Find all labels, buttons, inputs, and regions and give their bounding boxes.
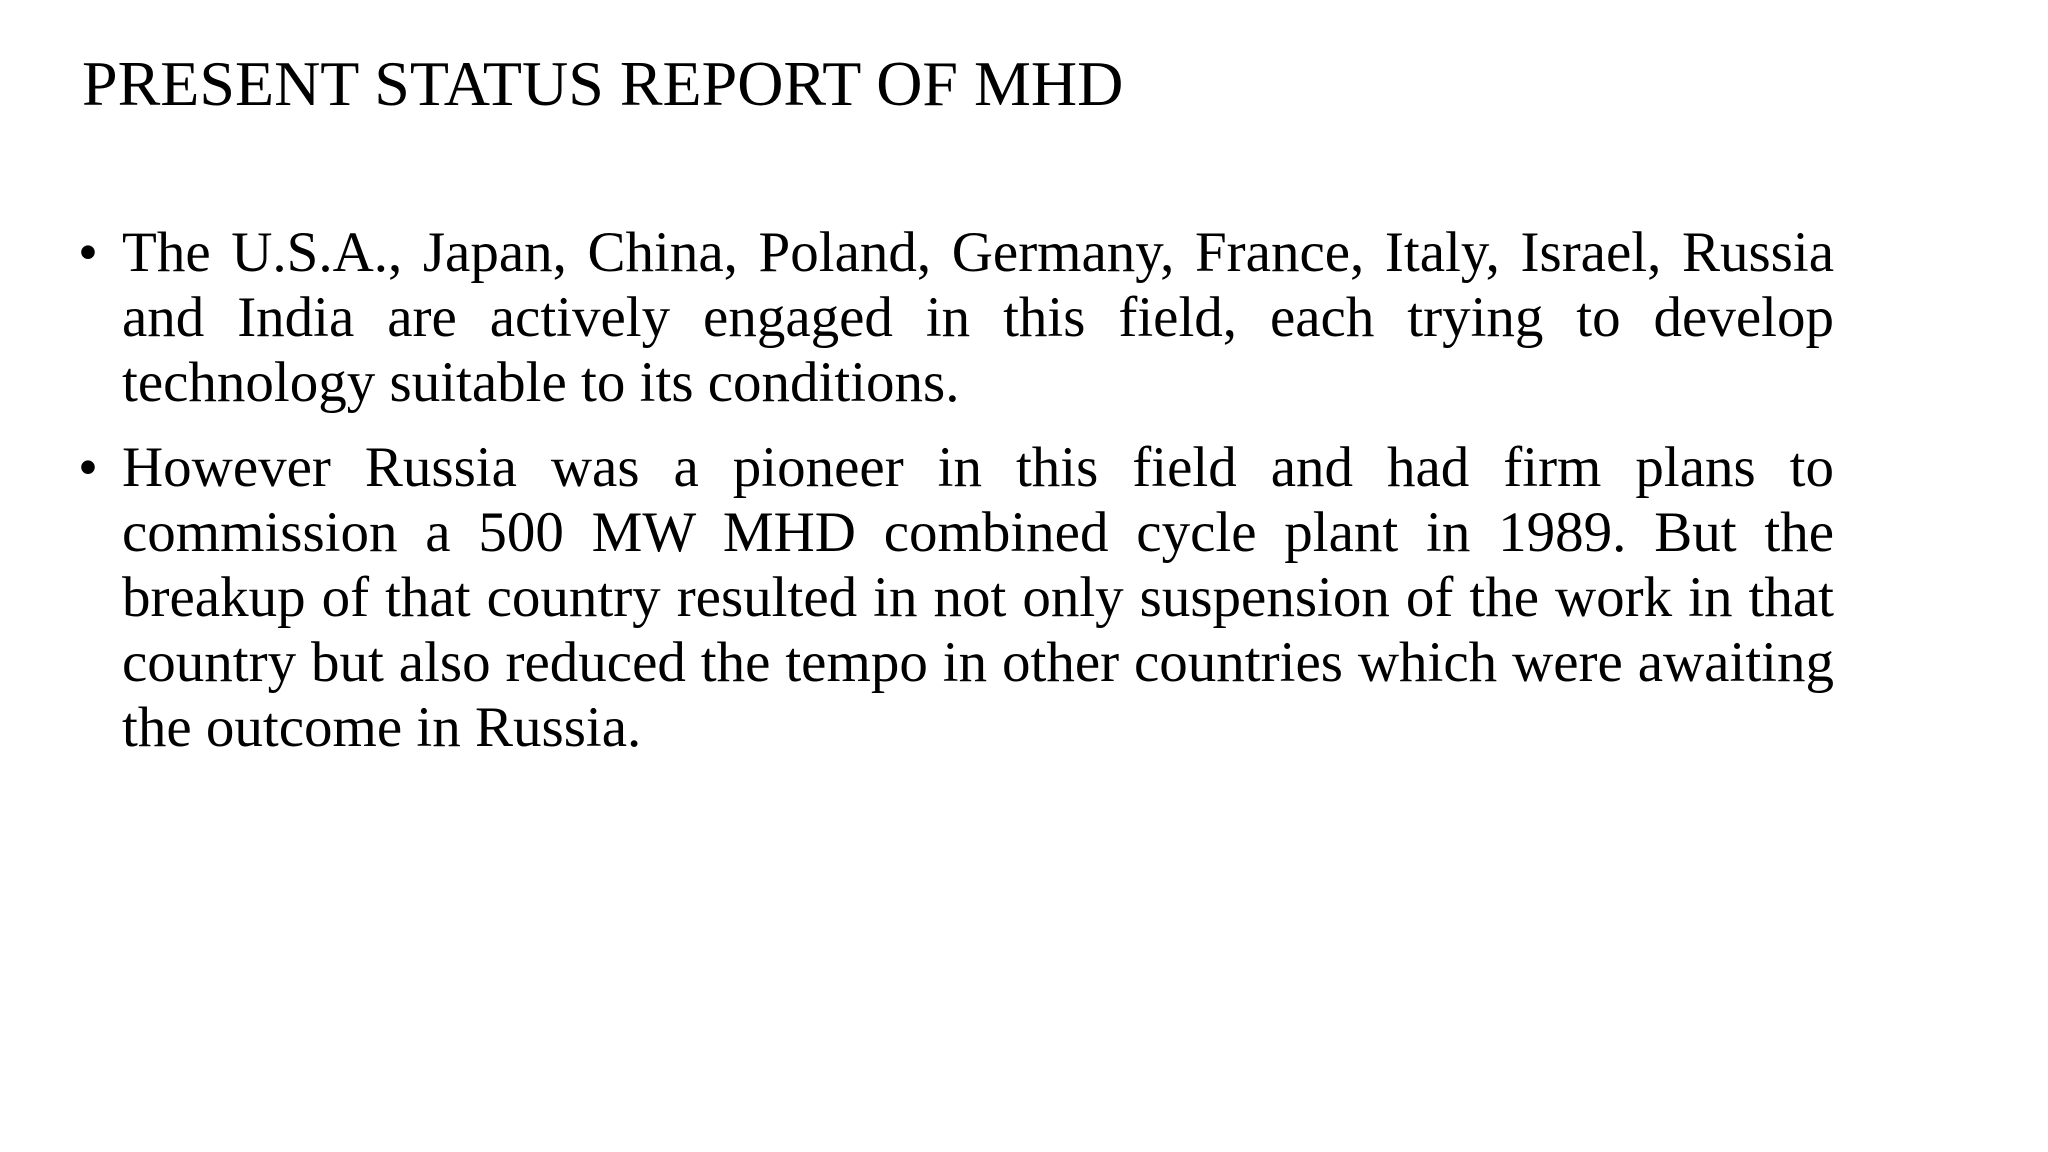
slide-title: PRESENT STATUS REPORT OF MHD [82,48,1124,119]
bullet-list [78,220,1834,780]
bullet-icon: • [78,221,98,284]
bullet-item [78,435,1834,760]
bullet-text: The U.S.A., Japan, China, Poland, Germany, France, Italy, Israel, Russia and India are actively engaged in this field, each trying to develop technology suitable to its conditions. [122,221,1834,414]
bullet-text: However Russia was a pioneer in this field and had firm plans to commission a 500 MW MHD combined cycle plant in 1989. But the breakup of that country resulted in not only suspension of the work in that country but also reduced the tempo in other countries which were awaiting the outcome in Russia. [122,436,1834,759]
bullet-item [78,220,1834,415]
bullet-icon: • [78,436,98,499]
